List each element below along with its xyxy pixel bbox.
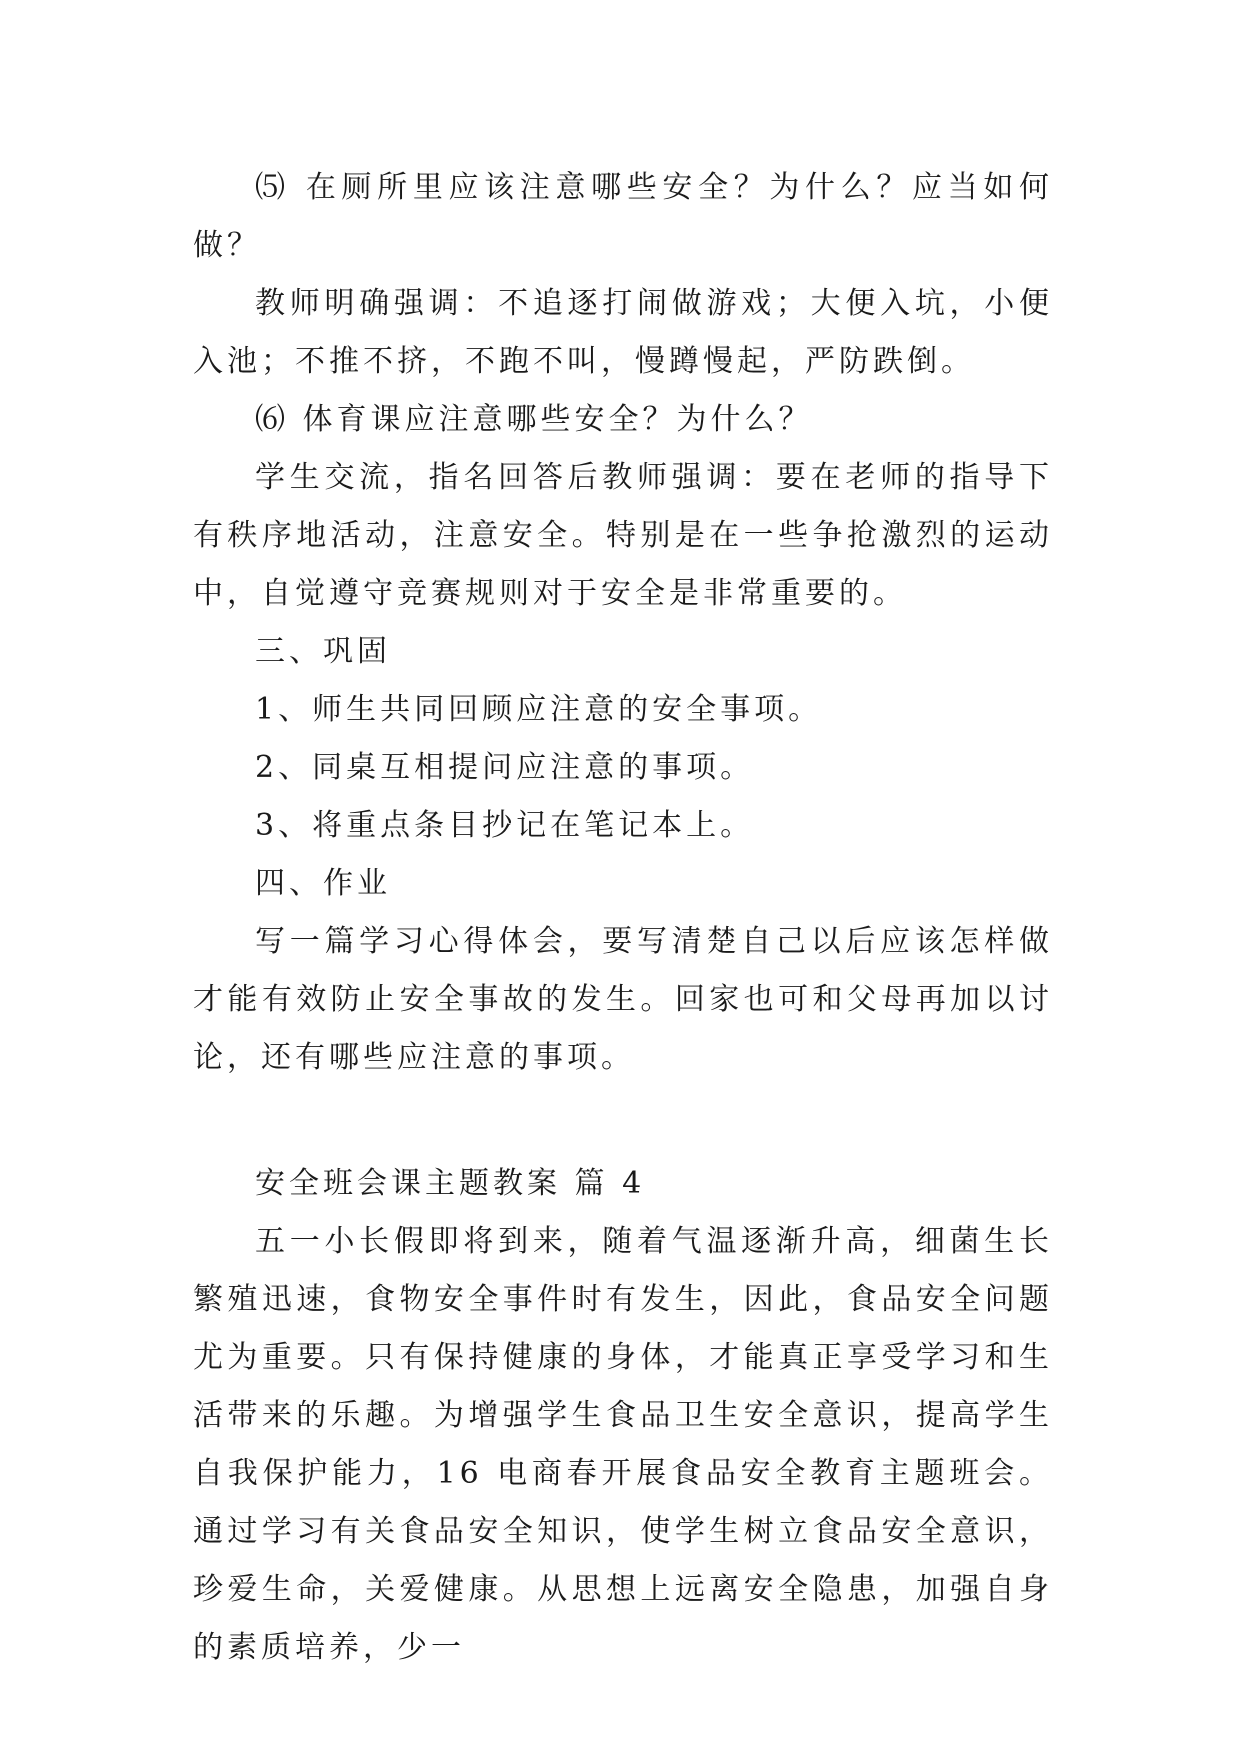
heading-homework: 四、作业 bbox=[255, 866, 391, 901]
paragraph-pe-question: ⑹ 体育课应注意哪些安全？为什么？ bbox=[255, 402, 813, 437]
paragraph-homework: 写一篇学习心得体会，要写清楚自己以后应该怎样做才能有效防止安全事故的发生。回家也可和父母再加以讨论，还有哪些应注意的事项。 bbox=[193, 924, 1053, 1075]
list-item-notes: 3、将重点条目抄记在笔记本上。 bbox=[255, 808, 755, 843]
list-item-deskmate: 2、同桌互相提问应注意的事项。 bbox=[255, 750, 755, 785]
heading-consolidate: 三、巩固 bbox=[255, 634, 391, 669]
paragraph-pe-answer: 学生交流，指名回答后教师强调：要在老师的指导下有秩序地活动，注意安全。特别是在一些争抢激烈的运动中，自觉遵守竞赛规则对于安全是非常重要的。 bbox=[193, 460, 1053, 611]
document-page bbox=[193, 159, 1053, 1677]
paragraph-toilet-question: ⑸ 在厕所里应该注意哪些安全？为什么？应当如何做？ bbox=[193, 170, 1053, 263]
section-spacer bbox=[193, 1087, 1053, 1155]
section-title: 安全班会课主题教案 篇 4 bbox=[255, 1166, 646, 1201]
list-item-review: 1、师生共同回顾应注意的安全事项。 bbox=[255, 692, 823, 727]
paragraph-intro: 五一小长假即将到来，随着气温逐渐升高，细菌生长繁殖迅速，食物安全事件时有发生，因此，食品安全问题尤为重要。只有保持健康的身体，才能真正享受学习和生活带来的乐趣。为增强学生食品卫生安全意识，提高学生自我保护能力，16 电商春开展食品安全教育主题班会。通过学习有关食品安全知识，使学生树立食品安全意识，珍爱生命，关爱健康。从思想上远离安全隐患，加强自身的素质培养，少一 bbox=[193, 1224, 1053, 1665]
paragraph-toilet-answer: 教师明确强调：不追逐打闹做游戏；大便入坑，小便入池；不推不挤，不跑不叫，慢蹲慢起，严防跌倒。 bbox=[193, 286, 1053, 379]
